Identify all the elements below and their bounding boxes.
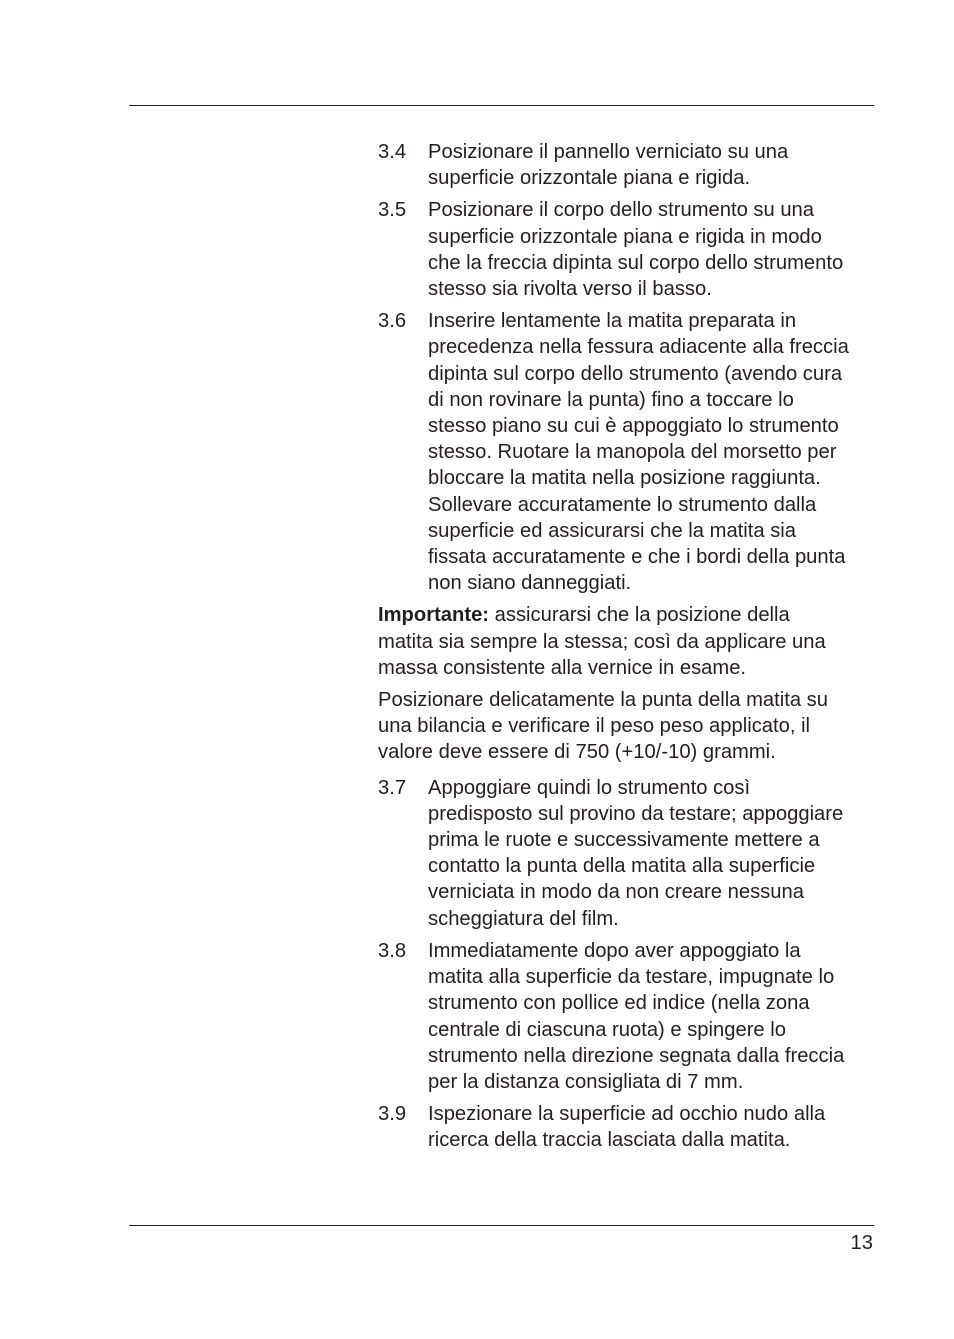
header-rule [129,105,874,106]
step-text: Posizionare il corpo dello strumento su una superficie orizzontale piana e rigida in modo che la freccia dipinta sul corpo dello strumento stesso sia rivolta verso il basso. [428,199,844,301]
important-text: assicurarsi che la posizione della matita sia sempre la stessa; così da applicare una massa consistente alla vernice in esame. [378,604,826,679]
step-number: 3.6 [378,310,407,333]
step-3-7 [378,775,878,932]
step-text: Ispezionare la superficie ad occhio nudo alla ricerca della traccia lasciata dalla matita. [428,1103,826,1152]
step-number: 3.8 [378,939,407,962]
step-3-8 [378,938,878,1095]
step-3-5 [378,197,878,302]
step-text: Inserire lentamente la matita preparata in precedenza nella fessura adiacente alla freccia dipinta sul corpo dello strumento (avendo cura di non rovinare la punta) fino a toccare lo stesso piano su cui è appoggiato lo strumento stesso. Ruotare la manopola del morsetto per bloccare la matita nella posizione raggiunta. Sollevare accuratamente lo strumento dalla superficie ed assicurarsi che la matita sia fissata accuratamente e che i bordi della punta non siano danneggiati. [428,310,849,595]
step-number: 3.4 [378,141,407,163]
step-3-6 [378,308,878,596]
weight-check-paragraph: Posizionare delicatamente la punta della matita su una bilancia e verificare il peso peso applicato, il valore deve essere di 750 (+10/-10) grammi. [378,689,828,764]
page-number: 13 [850,1232,873,1254]
step-text: Posizionare il pannello verniciato su una superficie orizzontale piana e rigida. [428,141,789,190]
step-3-4 [378,139,878,191]
step-number: 3.9 [378,1103,407,1126]
footer-rule [129,1225,874,1226]
step-number: 3.7 [378,776,407,799]
step-text: Appoggiare quindi lo strumento così predisposto sul provino da testare; appoggiare prima le ruote e successivamente mettere a contatto la punta della matita alla superficie verniciata in modo da non creare nessuna scheggiatura del film. [428,776,844,930]
step-3-9 [378,1101,878,1153]
step-number: 3.5 [378,199,407,222]
important-label: Importante: [378,604,490,627]
important-note [378,602,878,681]
step-text: Immediatamente dopo aver appoggiato la matita alla superficie da testare, impugnate lo strumento con pollice ed indice (nella zona centrale di ciascuna ruota) e spingere lo strumento nella direzione segnata dalla freccia per la distanza consigliata di 7 mm. [428,939,845,1093]
page-body [378,139,878,1160]
